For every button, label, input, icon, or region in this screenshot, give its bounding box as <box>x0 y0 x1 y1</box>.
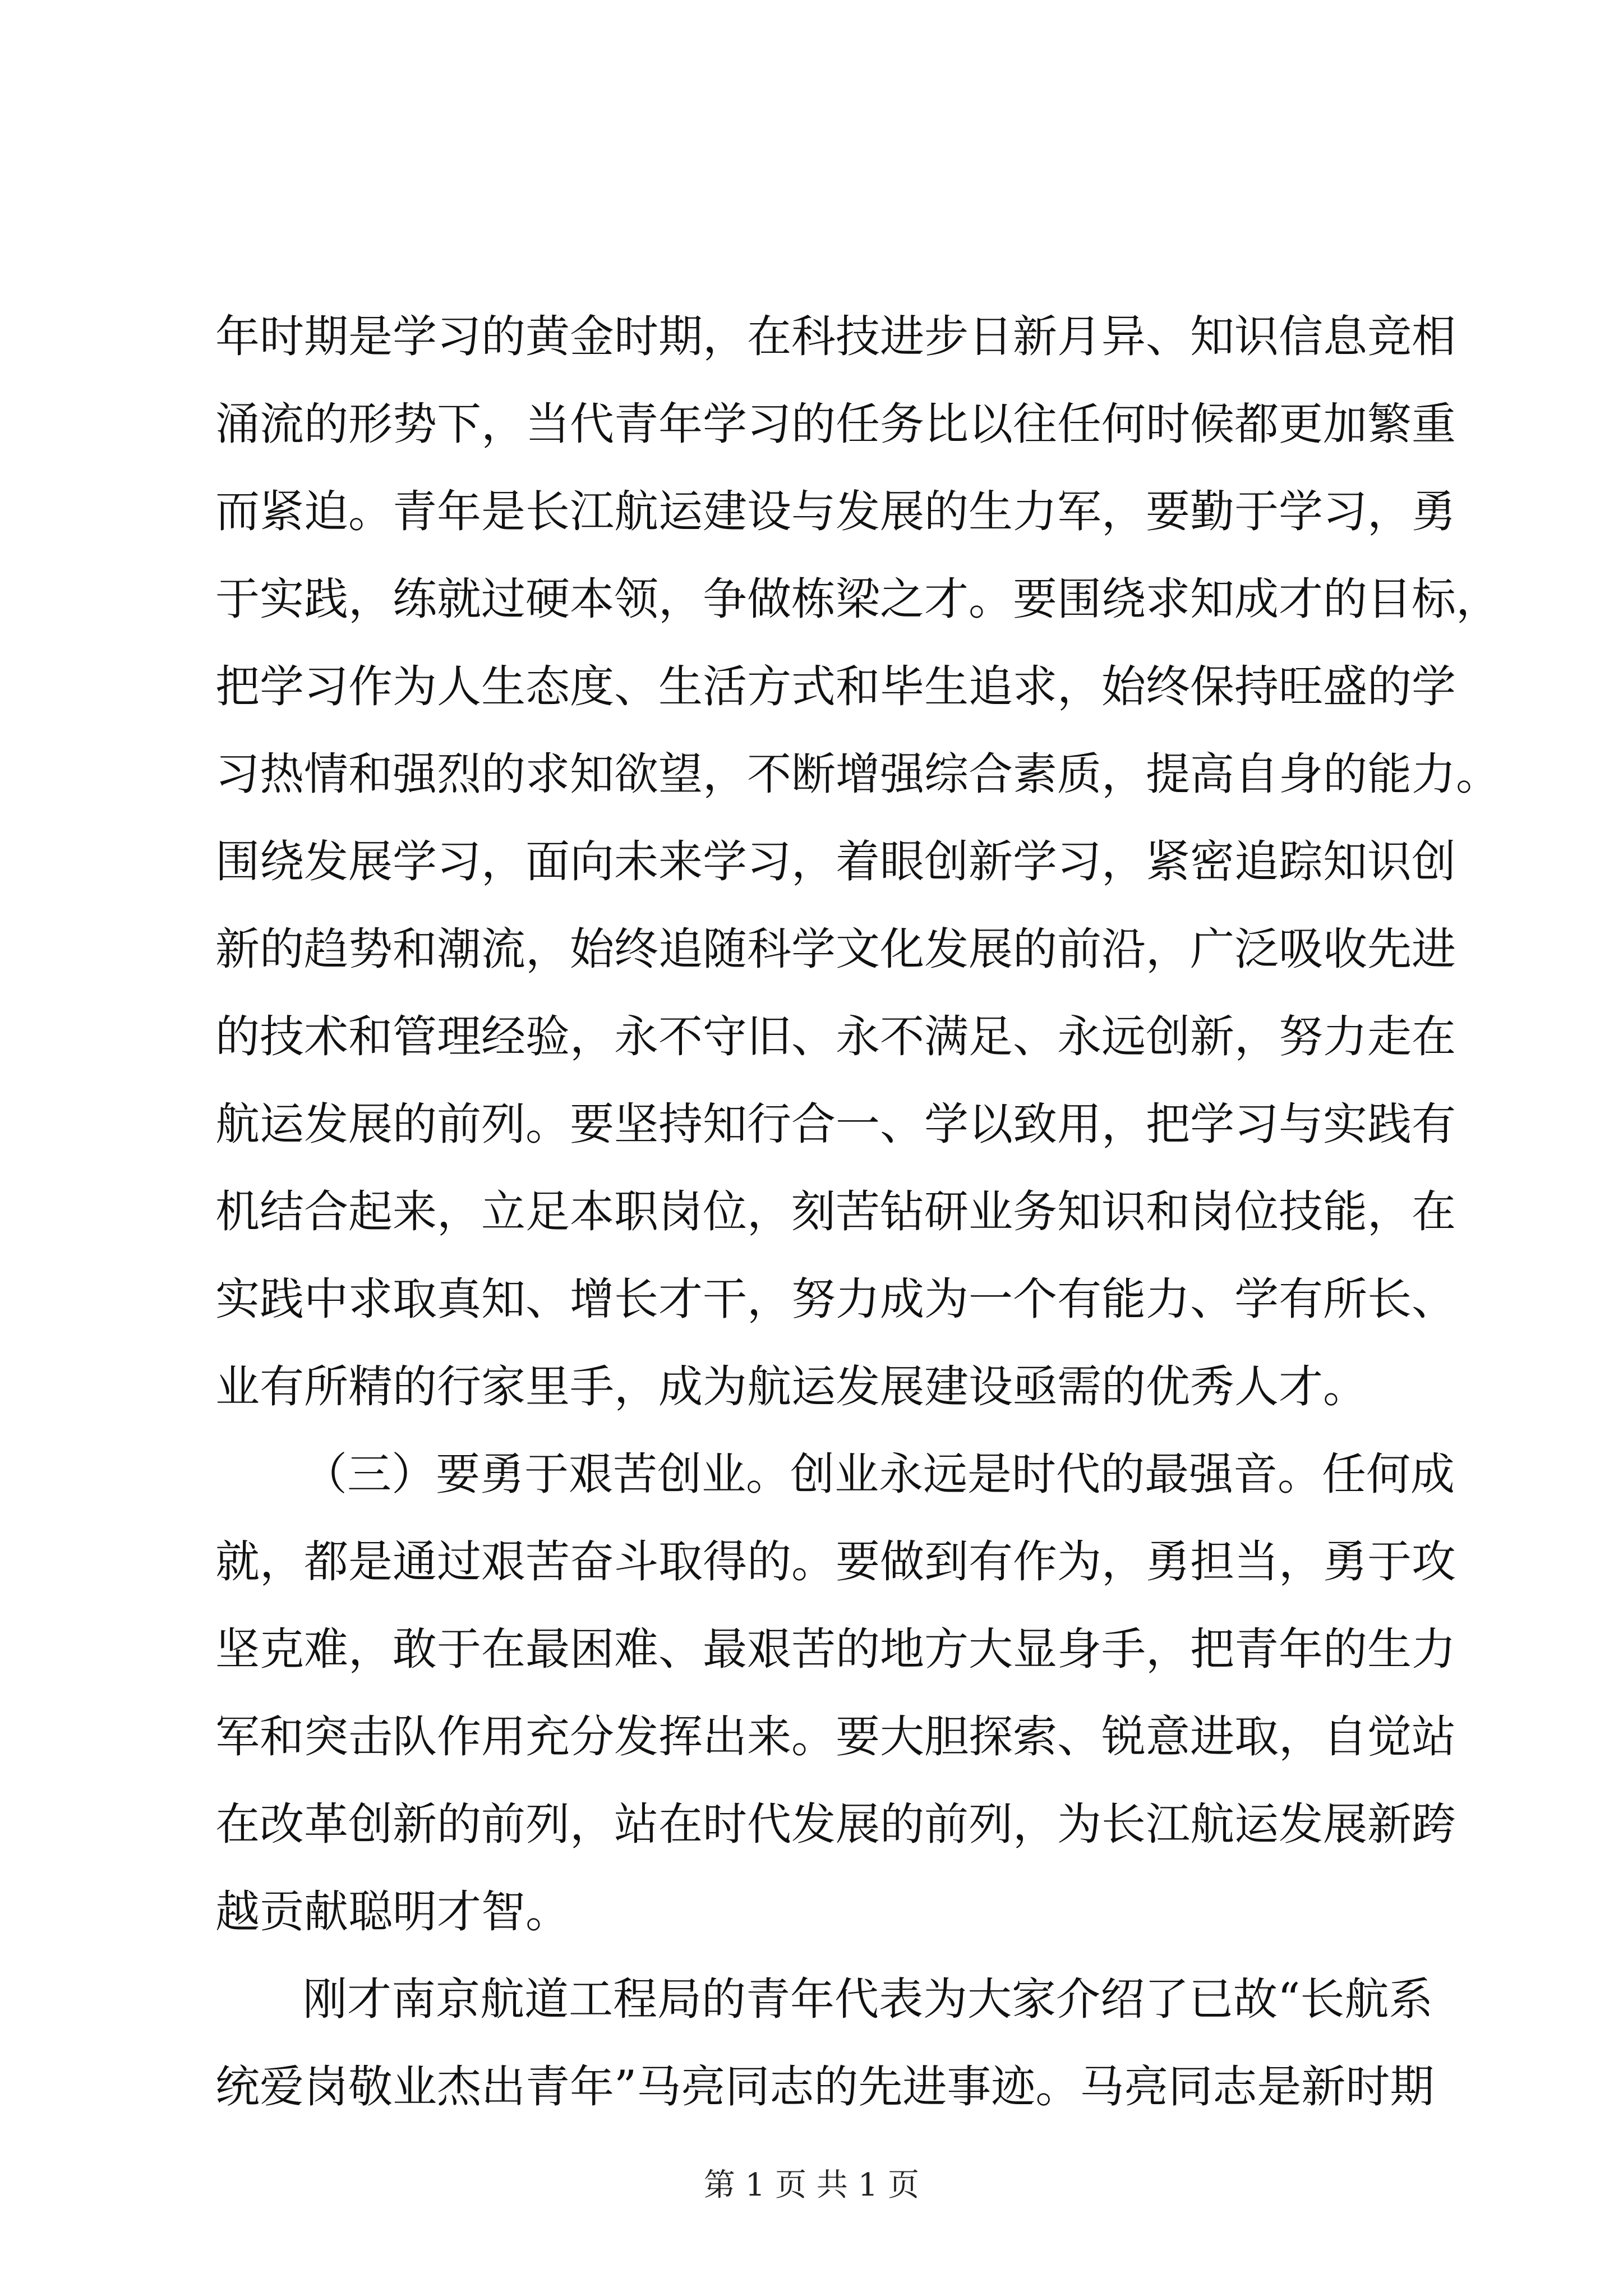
paragraph-line: 新的趋势和潮流，始终追随科学文化发展的前沿，广泛吸收先进 <box>215 923 1456 975</box>
paragraph-line: 的技术和管理经验，永不守旧、永不满足、永远创新，努力走在 <box>215 1011 1456 1062</box>
paragraph-line: 把学习作为人生态度、生活方式和毕生追求，始终保持旺盛的学 <box>215 661 1456 712</box>
paragraph-line: 习热情和强烈的求知欲望，不断增强综合素质，提高自身的能力。 <box>215 748 1500 800</box>
paragraph-line: 越贡献聪明才智。 <box>215 1886 570 1938</box>
paragraph-line: 机结合起来，立足本职岗位，刻苦钻研业务知识和岗位技能，在 <box>215 1186 1456 1237</box>
paragraph-line: 于实践，练就过硬本领，争做栋梁之才。要围绕求知成才的目标， <box>215 573 1500 625</box>
paragraph-line: 而紧迫。青年是长江航运建设与发展的生力军，要勤于学习，勇 <box>215 486 1456 537</box>
paragraph-line: 实践中求取真知、增长才干，努力成为一个有能力、学有所长、 <box>215 1273 1456 1325</box>
paragraph-line: 涌流的形势下，当代青年学习的任务比以往任何时候都更加繁重 <box>215 398 1456 450</box>
paragraph-line: 军和突击队作用充分发挥出来。要大胆探索、锐意进取，自觉站 <box>215 1711 1456 1763</box>
paragraph-line: （三）要勇于艰苦创业。创业永远是时代的最强音。任何成 <box>303 1448 1455 1500</box>
paragraph-line: 年时期是学习的黄金时期，在科技进步日新月异、知识信息竞相 <box>215 311 1456 362</box>
paragraph-line: 航运发展的前列。要坚持知行合一、学以致用，把学习与实践有 <box>215 1098 1456 1150</box>
page-footer: 第 1 页 共 1 页 <box>703 2167 920 2203</box>
paragraph-line: 围绕发展学习，面向未来学习，着眼创新学习，紧密追踪知识创 <box>215 836 1456 887</box>
paragraph-line: 刚才南京航道工程局的青年代表为大家介绍了已故“长航系 <box>303 1973 1433 2025</box>
paragraph-line: 业有所精的行家里手，成为航运发展建设亟需的优秀人才。 <box>215 1361 1367 1412</box>
paragraph-line: 就，都是通过艰苦奋斗取得的。要做到有作为，勇担当，勇于攻 <box>215 1536 1456 1588</box>
paragraph-line: 坚克难，敢于在最困难、最艰苦的地方大显身手，把青年的生力 <box>215 1623 1456 1675</box>
paragraph-line: 在改革创新的前列，站在时代发展的前列，为长江航运发展新跨 <box>215 1798 1456 1850</box>
paragraph-line: 统爱岗敬业杰出青年”马亮同志的先进事迹。马亮同志是新时期 <box>215 2061 1435 2113</box>
